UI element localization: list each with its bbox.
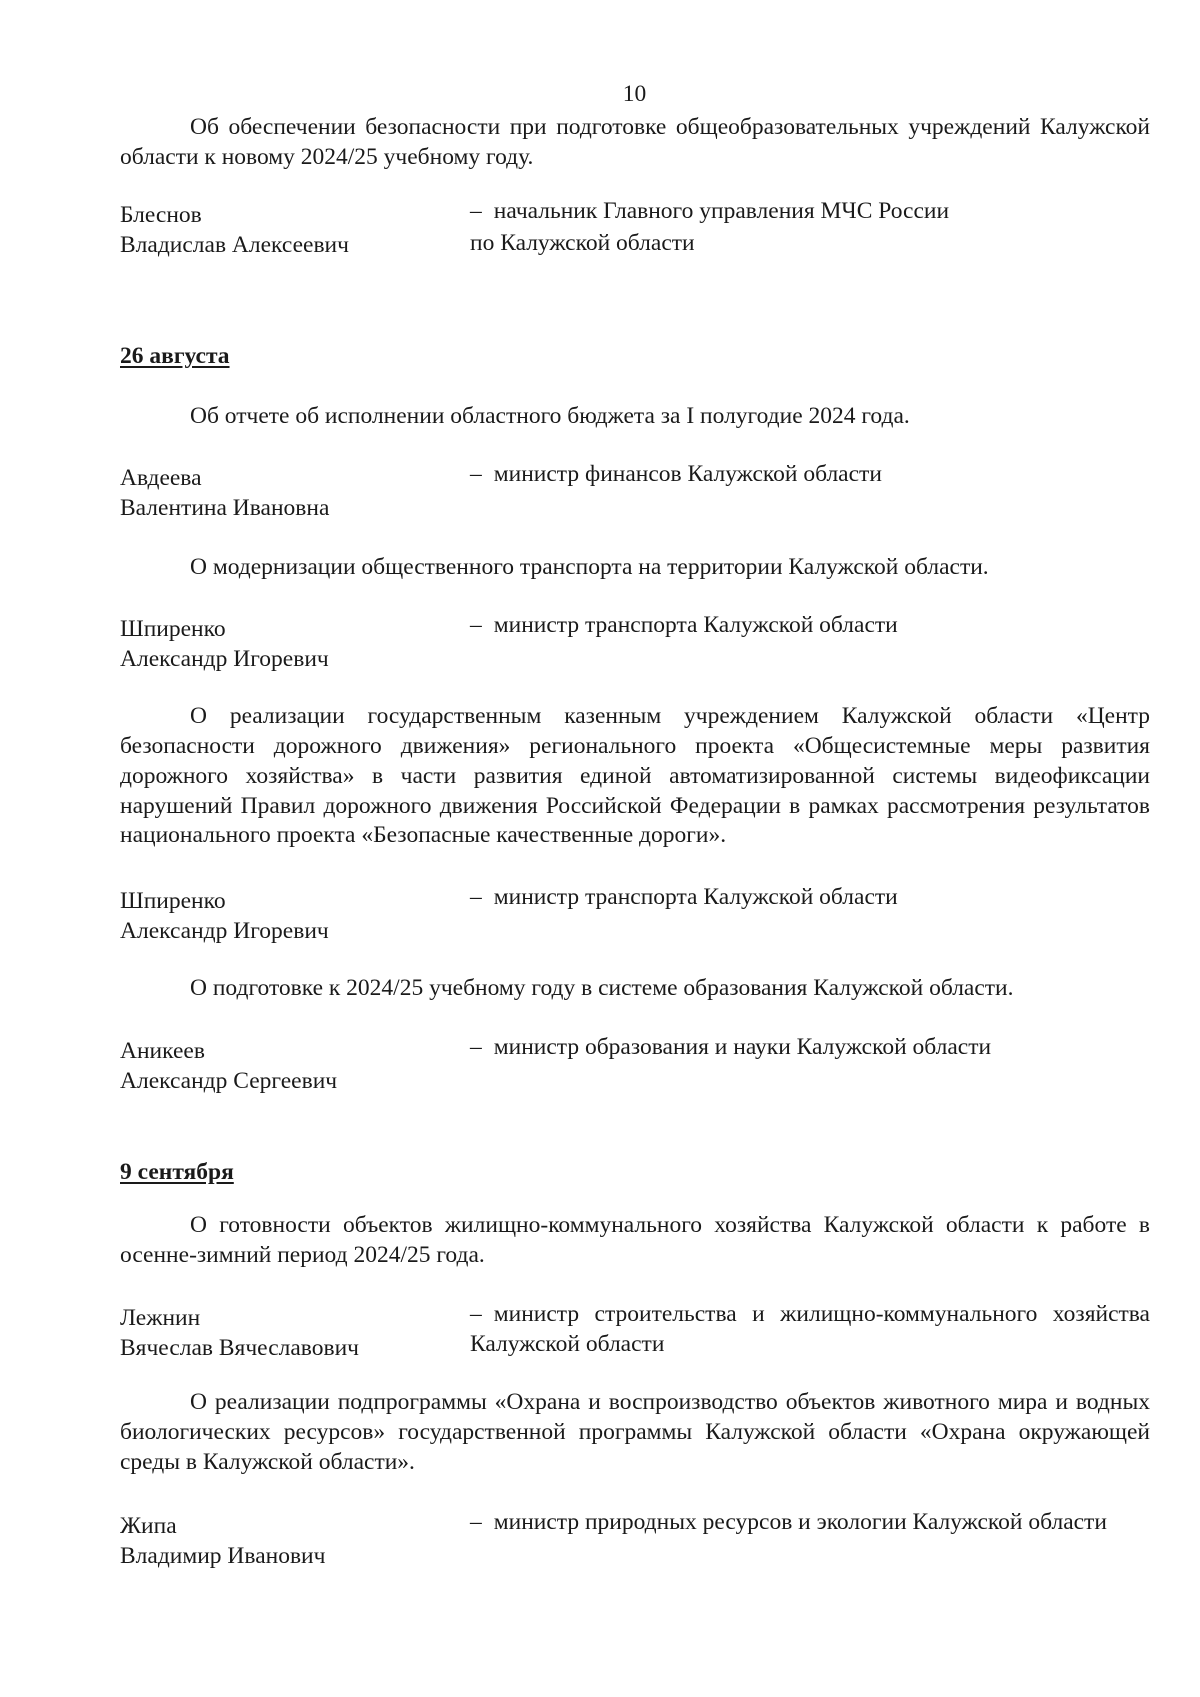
role-dash: – [470,612,482,638]
agenda-topic: О реализации государственным казенным учреждением Калужской области «Центр безопасности дорожного движения» регионального проекта «Общесистемные меры развития дорожного хозяйства» в части развития единой автоматизированной системы видеофиксации нарушений Правил дорожного движения Российской Федерации в рамках рассмотрения результатов национального проекта «Безопасные качественные дороги». [120,703,1150,849]
speaker-given-names: Вячеслав Вячеславович [120,1334,359,1361]
speaker-surname: Авдеева [120,465,202,491]
role-dash: – [470,1301,482,1327]
speaker-role [470,611,1150,641]
speaker-given-names: Владислав Алексеевич [120,231,349,258]
speaker-name [120,615,460,675]
speaker-surname: Аникеев [120,1038,205,1064]
speaker-role-text: министр транспорта Калужской области [493,612,898,638]
speaker-role-text: министр финансов Калужской области [493,461,882,487]
speaker-role-line1: начальник Главного управления МЧС России [493,198,950,224]
agenda-topic: О подготовке к 2024/25 учебному году в системе образования Калужской области. [190,975,1014,1001]
speaker-surname: Блеснов [120,202,202,228]
speaker-given-names: Александр Игоревич [120,917,329,944]
speaker-role-text: министр природных ресурсов и экологии Калужской области [493,1509,1107,1535]
role-dash: – [470,198,482,224]
agenda-topic: О готовности объектов жилищно-коммунального хозяйства Калужской области к работе в осенне-зимний период 2024/25 года. [120,1212,1150,1268]
speaker-surname: Шпиренко [120,616,226,642]
speaker-role [470,1033,1150,1063]
speaker-surname: Лежнин [120,1305,201,1331]
agenda-topic: О реализации подпрограммы «Охрана и воспроизводство объектов животного мира и водных биологических ресурсов» государственной программы Калужской области «Охрана окружающей среды в Калужской области». [120,1389,1150,1475]
agenda-topic: Об отчете об исполнении областного бюджета за I полугодие 2024 года. [190,403,910,429]
date-heading: 26 августа [120,343,230,369]
speaker-name [120,201,460,261]
speaker-role-text: министр строительства и жилищно-коммунального хозяйства Калужской области [470,1301,1150,1357]
speaker-name [120,1512,460,1572]
speaker-role [470,1300,1150,1360]
speaker-given-names: Александр Игоревич [120,645,329,672]
role-dash: – [470,884,482,910]
page-number: 10 [622,81,647,107]
agenda-topic: О модернизации общественного транспорта на территории Калужской области. [190,554,989,580]
speaker-given-names: Владимир Иванович [120,1542,326,1569]
speaker-role [470,460,1150,490]
speaker-name [120,1037,460,1097]
agenda-topic: Об обеспечении безопасности при подготовке общеобразовательных учреждений Калужской области к новому 2024/25 учебному году. [120,114,1150,170]
speaker-given-names: Александр Сергеевич [120,1067,338,1094]
speaker-role-line2: по Калужской области [470,230,695,256]
speaker-name [120,1304,460,1364]
role-dash: – [470,1034,482,1060]
speaker-role-text: министр транспорта Калужской области [493,884,898,910]
speaker-role-text: министр образования и науки Калужской области [493,1034,992,1060]
speaker-given-names: Валентина Ивановна [120,494,330,521]
speaker-name [120,464,460,524]
speaker-name [120,887,460,947]
speaker-surname: Жипа [120,1513,177,1539]
speaker-surname: Шпиренко [120,888,226,914]
role-dash: – [470,1509,482,1535]
speaker-role [470,1508,1150,1538]
speaker-role [470,197,1150,227]
speaker-role-continued [470,229,1150,259]
role-dash: – [470,461,482,487]
speaker-role [470,883,1150,913]
date-heading: 9 сентября [120,1159,234,1185]
